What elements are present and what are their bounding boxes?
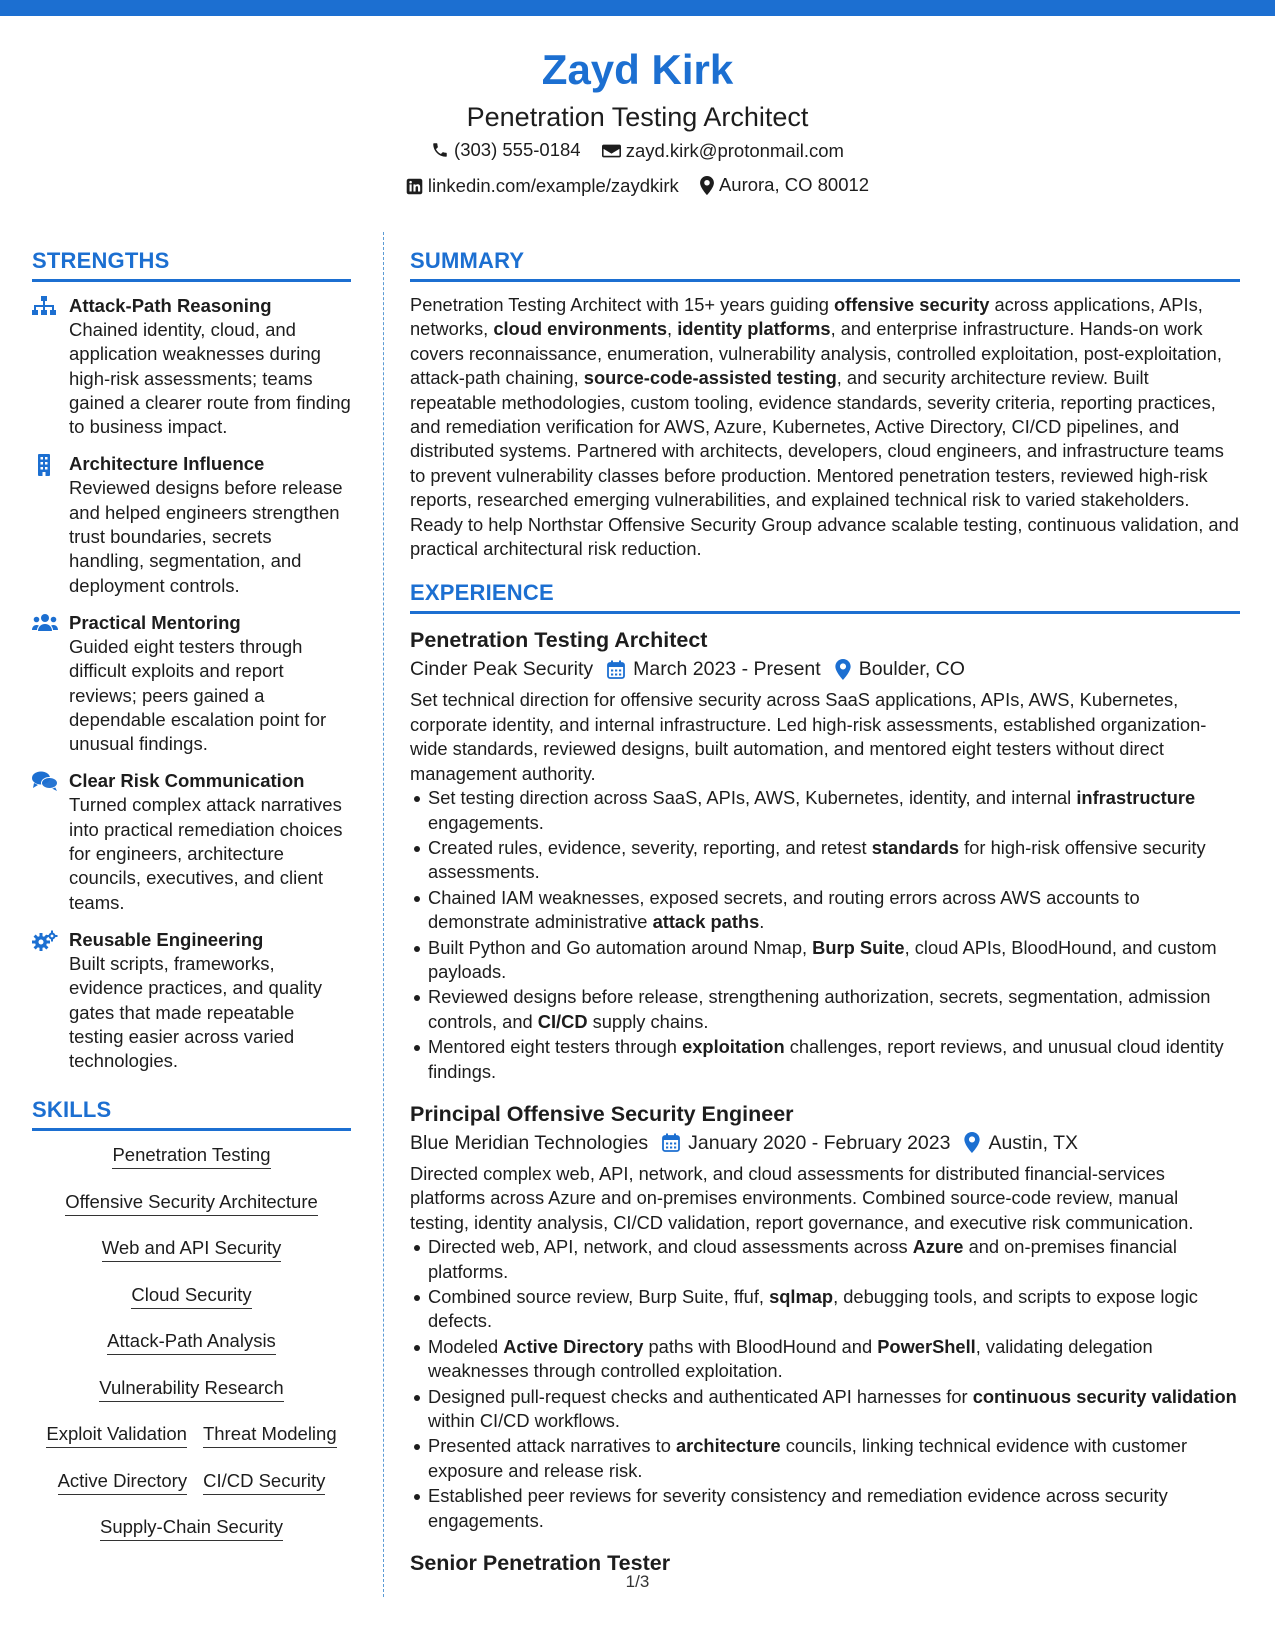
skill-tag: Vulnerability Research bbox=[99, 1376, 283, 1402]
contact-row-1 bbox=[0, 134, 1275, 169]
strength-desc: Chained identity, cloud, and application weaknesses during high-risk assessments; teams gained a clearer route from finding to business impact. bbox=[69, 319, 351, 438]
calendar-icon bbox=[662, 1133, 680, 1152]
list-item: Created rules, evidence, severity, reporting, and retest standards for high-risk offensive security assessments. bbox=[428, 836, 1240, 885]
strength-title: Practical Mentoring bbox=[69, 611, 241, 633]
location-text: Aurora, CO 80012 bbox=[718, 174, 870, 195]
job-entry bbox=[410, 626, 1240, 1084]
strength-desc: Built scripts, frameworks, evidence practices, and quality gates that made repeatable testing easier across varied technologies. bbox=[69, 952, 322, 1072]
company-name: Cinder Peak Security bbox=[410, 658, 594, 681]
job-location: Austin, TX bbox=[988, 1131, 1079, 1154]
list-item: Chained IAM weaknesses, exposed secrets, and routing errors across AWS accounts to demonstrate administrative attack paths. bbox=[428, 886, 1240, 935]
skill-tag: Attack-Path Analysis bbox=[107, 1329, 276, 1355]
sitemap-icon bbox=[32, 296, 56, 316]
list-item: Built Python and Go automation around Nmap, Burp Suite, cloud APIs, BloodHound, and custom payloads. bbox=[428, 936, 1240, 985]
job-description: Set technical direction for offensive security across SaaS applications, APIs, AWS, Kubernetes, corporate identity, and internal infrastructure. Led high-risk assessments, established organization-wide standards, reviewed designs, built automation, and mentored eight testers without direct management authority. bbox=[410, 689, 1207, 784]
gears-icon bbox=[32, 930, 58, 952]
job-description: Directed complex web, API, network, and cloud assessments for distributed financial-services platforms across Azure and on-premises environments. Combined source-code review, manual testing, identity analysis, CI/CD validation, report governance, and executive risk communication. bbox=[410, 1162, 1194, 1233]
email-text: zayd.kirk@protonmail.com bbox=[625, 140, 844, 161]
phone-item[interactable] bbox=[431, 134, 581, 166]
job-title: Penetration Testing Architect bbox=[410, 628, 708, 653]
email-item[interactable] bbox=[602, 135, 844, 167]
left-column bbox=[32, 246, 351, 1562]
job-meta bbox=[410, 1128, 1240, 1158]
summary-heading: SUMMARY bbox=[410, 246, 1240, 282]
strength-title: Architecture Influence bbox=[69, 453, 265, 475]
job-meta bbox=[410, 654, 1240, 684]
candidate-title: Penetration Testing Architect bbox=[466, 102, 809, 132]
list-item: Combined source review, Burp Suite, ffuf, sqlmap, debugging tools, and scripts to expose logic defects. bbox=[428, 1285, 1240, 1334]
job-bullets bbox=[410, 1235, 1240, 1533]
calendar-icon bbox=[607, 660, 625, 679]
contact-row-2 bbox=[0, 169, 1275, 205]
skill-tag: Supply-Chain Security bbox=[100, 1515, 283, 1541]
phone-icon bbox=[431, 141, 449, 159]
strength-item bbox=[32, 294, 351, 439]
list-item: Mentored eight testers through exploitation challenges, report reviews, and unusual cloud identity findings. bbox=[428, 1035, 1240, 1084]
skill-tag: Exploit Validation bbox=[46, 1422, 187, 1448]
phone-text: (303) 555-0184 bbox=[454, 139, 581, 160]
skill-tag: Active Directory bbox=[58, 1469, 188, 1495]
candidate-name: Zayd Kirk bbox=[541, 46, 734, 93]
list-item: Reviewed designs before release, strengthening authorization, secrets, segmentation, admission controls, and CI/CD supply chains. bbox=[428, 985, 1240, 1034]
right-column bbox=[410, 246, 1240, 1593]
comments-icon bbox=[32, 771, 58, 791]
job-location: Boulder, CO bbox=[858, 658, 965, 681]
strength-desc: Reviewed designs before release and helped engineers strengthen trust boundaries, secrets handling, segmentation, and deployment controls. bbox=[69, 477, 343, 596]
map-marker-icon bbox=[835, 659, 851, 680]
strength-item bbox=[32, 452, 351, 597]
users-icon bbox=[32, 613, 58, 633]
summary-text: Penetration Testing Architect with 15+ years guiding offensive security across applications, APIs, networks, cloud environments, identity platforms, and enterprise infrastructure. Hands-on work covers reconnaissance, enumeration, vulnerability analysis, controlled exploitation, post-exploitation, attack-path chaining, source-code-assisted testing, and security architecture review. Built repeatable methodologies, custom tooling, evidence standards, severity criteria, reporting practices, and remediation verification for AWS, Azure, Kubernetes, Active Directory, CI/CD pipelines, and distributed systems. Partnered with architects, developers, cloud engineers, and infrastructure teams to prevent vulnerability classes before production. Mentored penetration testers, reviewed high-risk reports, researched emerging vulnerabilities, and explained technical risk to varied stakeholders. Ready to help Northstar Offensive Security Group advance scalable testing, continuous validation, and practical architectural risk reduction. bbox=[410, 294, 1239, 560]
skill-tag: CI/CD Security bbox=[203, 1469, 325, 1495]
experience-heading: EXPERIENCE bbox=[410, 578, 1240, 614]
skill-tag: Cloud Security bbox=[131, 1283, 251, 1309]
strength-title: Clear Risk Communication bbox=[69, 770, 305, 792]
strength-item bbox=[32, 928, 351, 1073]
linkedin-item[interactable] bbox=[406, 170, 679, 202]
skill-tag: Web and API Security bbox=[102, 1236, 282, 1262]
strength-item bbox=[32, 769, 351, 914]
job-entry bbox=[410, 1100, 1240, 1533]
job-title: Senior Penetration Tester bbox=[410, 1551, 671, 1576]
strength-title: Attack-Path Reasoning bbox=[69, 295, 272, 316]
top-accent-bar bbox=[0, 0, 1275, 16]
list-item: Designed pull-request checks and authenticated API harnesses for continuous security validation within CI/CD workflows. bbox=[428, 1385, 1240, 1434]
list-item: Directed web, API, network, and cloud assessments across Azure and on-premises financial platforms. bbox=[428, 1235, 1240, 1284]
envelope-icon bbox=[602, 143, 621, 159]
skill-tag: Offensive Security Architecture bbox=[65, 1190, 318, 1216]
column-divider bbox=[383, 232, 384, 1597]
skill-tag: Penetration Testing bbox=[112, 1143, 270, 1169]
list-item: Presented attack narratives to architecture councils, linking technical evidence with customer exposure and release risk. bbox=[428, 1434, 1240, 1483]
skills-heading: SKILLS bbox=[32, 1095, 351, 1131]
location-item bbox=[700, 169, 869, 201]
list-item: Modeled Active Directory paths with BloodHound and PowerShell, validating delegation weaknesses through controlled exploitation. bbox=[428, 1335, 1240, 1384]
resume-header bbox=[0, 40, 1275, 205]
linkedin-text: linkedin.com/example/zaydkirk bbox=[427, 175, 679, 196]
company-name: Blue Meridian Technologies bbox=[410, 1131, 649, 1154]
job-bullets bbox=[410, 786, 1240, 1084]
strength-desc: Turned complex attack narratives into practical remediation choices for engineers, architecture councils, executives, and client teams. bbox=[69, 794, 343, 913]
page-number: 1/3 bbox=[625, 1572, 650, 1591]
list-item: Established peer reviews for severity consistency and remediation evidence across security engagements. bbox=[428, 1484, 1240, 1533]
map-marker-icon bbox=[700, 176, 714, 195]
job-dates: January 2020 - February 2023 bbox=[688, 1131, 951, 1154]
skill-tag: Threat Modeling bbox=[203, 1422, 337, 1448]
list-item: Set testing direction across SaaS, APIs, AWS, Kubernetes, identity, and internal infrastructure engagements. bbox=[428, 786, 1240, 835]
linkedin-icon bbox=[406, 178, 423, 195]
building-icon bbox=[32, 454, 56, 476]
skills-list bbox=[32, 1143, 351, 1541]
strengths-heading: STRENGTHS bbox=[32, 246, 351, 282]
job-dates: March 2023 - Present bbox=[633, 658, 821, 681]
job-title: Principal Offensive Security Engineer bbox=[410, 1101, 794, 1126]
map-marker-icon bbox=[964, 1132, 980, 1153]
strength-item bbox=[32, 611, 351, 756]
strength-title: Reusable Engineering bbox=[69, 928, 264, 950]
strength-desc: Guided eight testers through difficult exploits and report reviews; peers gained a dependable escalation point for unusual findings. bbox=[69, 635, 327, 755]
